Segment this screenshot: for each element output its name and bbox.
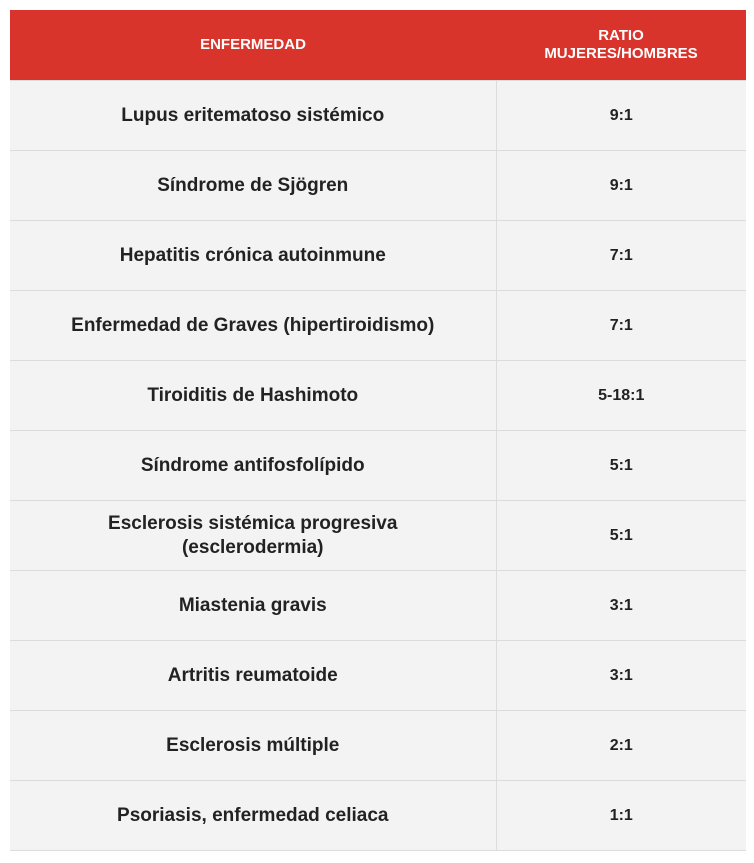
ratio-cell: 3:1	[496, 641, 746, 711]
ratio-table-container	[10, 10, 746, 851]
header-ratio	[496, 10, 746, 81]
table-row	[10, 431, 746, 501]
ratio-cell: 1:1	[496, 781, 746, 851]
header-ratio-line2: MUJERES/HOMBRES	[544, 45, 698, 62]
header-row	[10, 10, 746, 81]
ratio-cell: 2:1	[496, 711, 746, 781]
table-row	[10, 361, 746, 431]
disease-cell: Síndrome antifosfolípido	[10, 431, 496, 501]
disease-cell: Síndrome de Sjögren	[10, 151, 496, 221]
ratio-cell: 9:1	[496, 81, 746, 151]
table-row	[10, 501, 746, 571]
ratio-cell: 7:1	[496, 291, 746, 361]
disease-line-1: Esclerosis sistémica progresiva	[108, 512, 398, 534]
disease-cell: Artritis reumatoide	[10, 641, 496, 711]
disease-cell: Hepatitis crónica autoinmune	[10, 221, 496, 291]
disease-cell: Psoriasis, enfermedad celiaca	[10, 781, 496, 851]
ratio-cell: 5:1	[496, 501, 746, 571]
disease-cell: Tiroiditis de Hashimoto	[10, 361, 496, 431]
table-row	[10, 571, 746, 641]
table-row	[10, 81, 746, 151]
header-ratio-line1: RATIO	[598, 27, 644, 44]
ratio-cell: 7:1	[496, 221, 746, 291]
table-header	[10, 10, 746, 81]
disease-cell	[10, 501, 496, 571]
table-row	[10, 641, 746, 711]
header-disease: ENFERMEDAD	[10, 10, 496, 81]
ratio-cell: 5-18:1	[496, 361, 746, 431]
table-row	[10, 221, 746, 291]
table-row	[10, 291, 746, 361]
disease-cell: Miastenia gravis	[10, 571, 496, 641]
ratio-cell: 9:1	[496, 151, 746, 221]
table-row	[10, 151, 746, 221]
ratio-cell: 3:1	[496, 571, 746, 641]
table-row	[10, 781, 746, 851]
disease-line-2: (esclerodermia)	[181, 536, 324, 558]
disease-ratio-table	[10, 10, 746, 850]
disease-cell: Lupus eritematoso sistémico	[10, 81, 496, 151]
ratio-cell: 5:1	[496, 431, 746, 501]
table-body	[10, 81, 746, 851]
disease-cell: Esclerosis múltiple	[10, 711, 496, 781]
table-row	[10, 711, 746, 781]
disease-cell: Enfermedad de Graves (hipertiroidismo)	[10, 291, 496, 361]
